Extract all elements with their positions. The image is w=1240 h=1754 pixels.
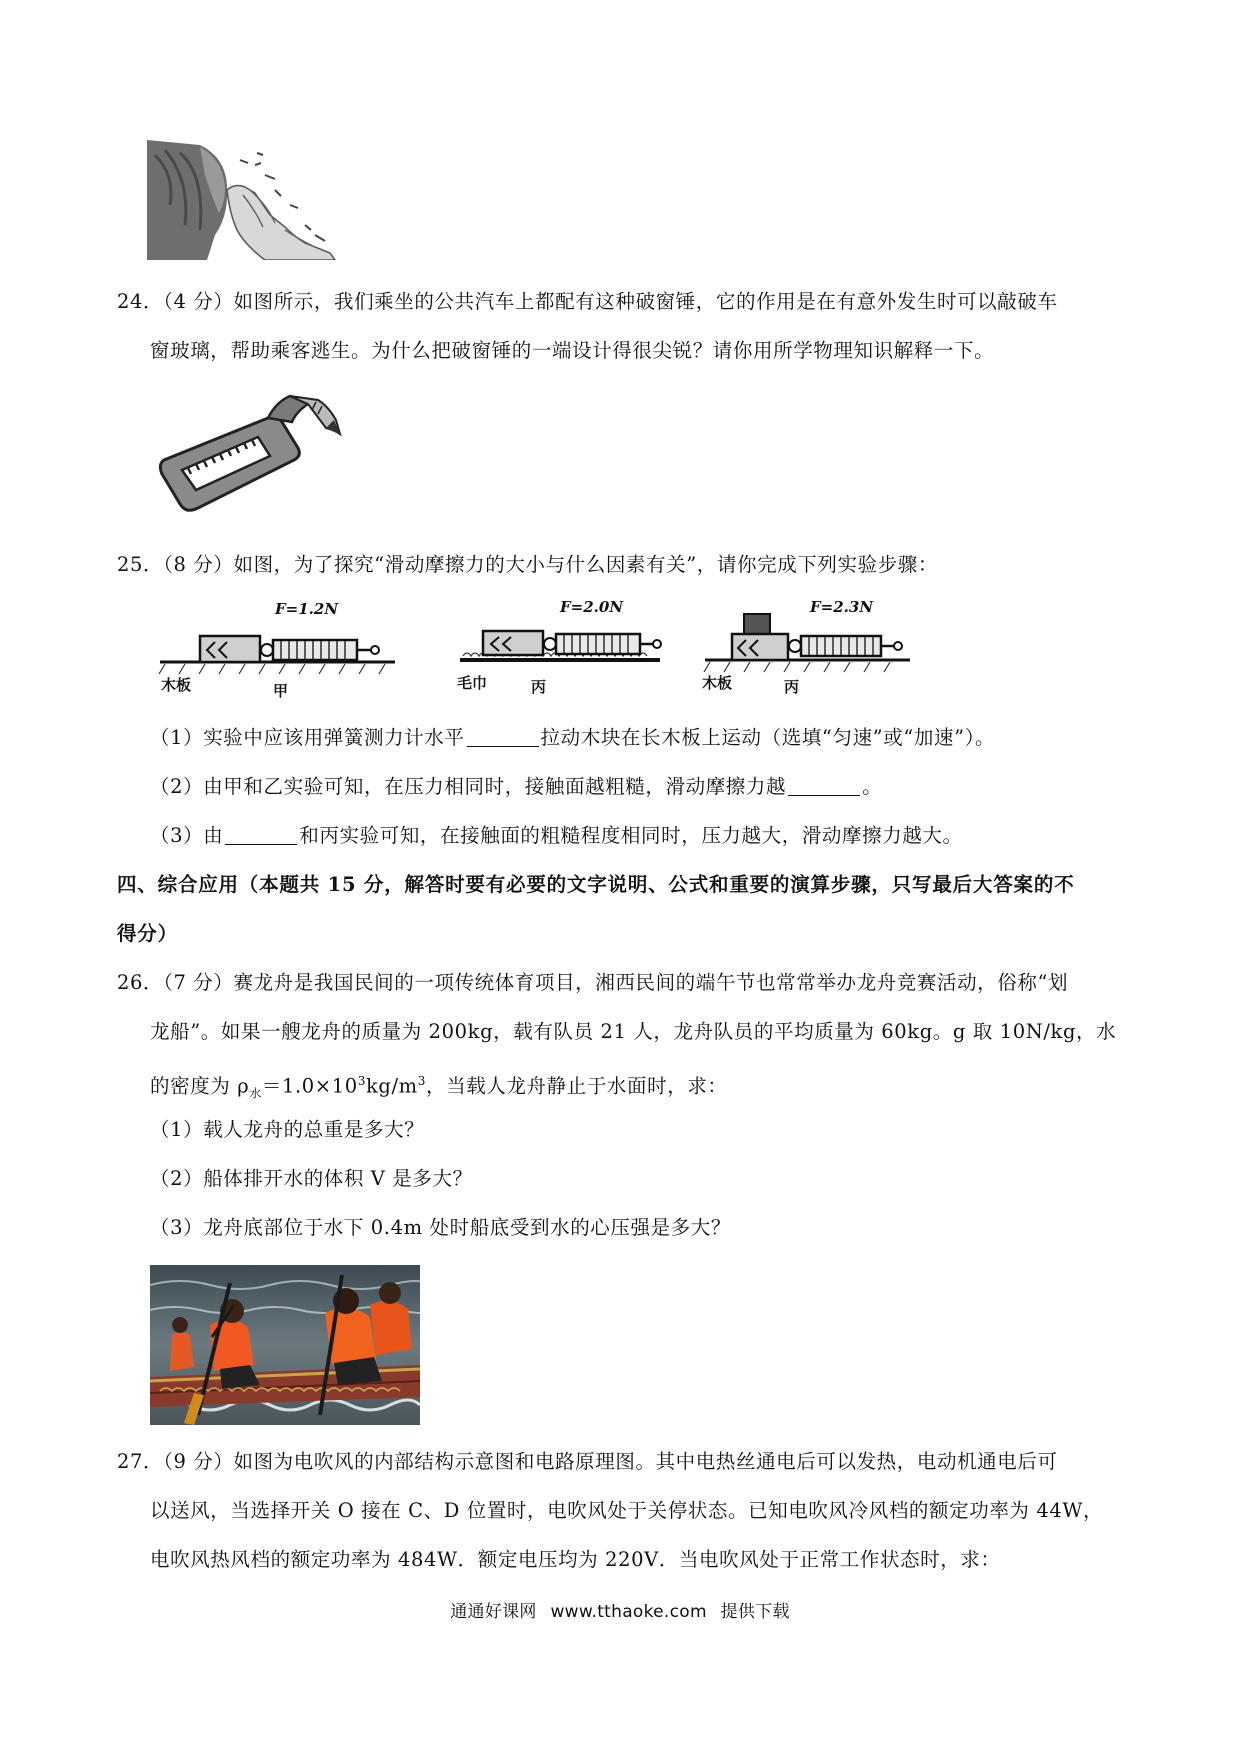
q25-step2-text-after: 。 xyxy=(862,775,883,798)
force-label-yi: F=2.0N xyxy=(560,598,624,616)
q25-step2-text-before: （2）由甲和乙实验可知，在压力相同时，接触面越粗糙，滑动摩擦力越 xyxy=(150,775,787,798)
experiment-figure-jia xyxy=(155,600,405,700)
surface-label-jia: 木板 xyxy=(161,676,192,694)
section4-heading-line1: 四、综合应用（本题共 15 分，解答时要有必要的文字说明、公式和重要的演算步骤，只写最后大答案的不 xyxy=(117,873,1075,896)
q26-line3 xyxy=(150,1067,728,1107)
q24-line1: 24．（4 分）如图所示，我们乘坐的公共汽车上都配有这种破窗锤，它的作用是在有意外发生时可以敲破车 xyxy=(117,290,1058,313)
figure-name-yi: 丙 xyxy=(531,678,547,696)
q26-density-exponent: 3 xyxy=(357,1074,366,1088)
experiment-figure-bing xyxy=(700,598,930,698)
q25-step2-blank[interactable] xyxy=(788,775,860,796)
dragon-boat-photo xyxy=(150,1265,420,1425)
q26-part3: （3）龙舟底部位于水下 0.4m 处时船底受到水的心压强是多大？ xyxy=(150,1216,732,1239)
page-footer xyxy=(0,1597,1240,1622)
force-label-jia: F=1.2N xyxy=(275,600,339,618)
q27-line2: 以送风，当选择开关 O 接在 C、D 位置时，电吹风处于关停状态。已知电吹风冷风档的额定功率为 44W， xyxy=(150,1499,1104,1522)
q25-step3-blank[interactable] xyxy=(225,824,297,845)
q25-step3-text-before: （3）由 xyxy=(150,824,224,847)
figure-name-jia: 甲 xyxy=(273,682,289,700)
q27-line3: 电吹风热风档的额定功率为 484W．额定电压均为 220V．当电吹风处于正常工作状态时，求： xyxy=(150,1548,1001,1571)
q25-step1 xyxy=(150,724,995,752)
surface-label-yi: 毛巾 xyxy=(457,674,488,692)
surface-label-bing: 木板 xyxy=(702,674,733,692)
q26-density-value: ＝1.0×10 xyxy=(261,1074,358,1098)
section4-heading-line2: 得分） xyxy=(117,922,178,945)
q26-line3-suffix: ，当载人龙舟静止于水面时，求： xyxy=(426,1074,728,1098)
safety-hammer-image xyxy=(158,390,348,520)
q26-line1: 26．（7 分）赛龙舟是我国民间的一项传统体育项目，湘西民间的端午节也常常举办龙舟竞赛活动，俗称“划 xyxy=(117,971,1069,994)
q25-step3-text-after: 和丙实验可知，在接触面的粗糙程度相同时，压力越大，滑动摩擦力越大。 xyxy=(299,824,963,847)
q26-part1: （1）载人龙舟的总重是多大？ xyxy=(150,1118,425,1141)
q26-line2: 龙船”。如果一艘龙舟的质量为 200kg，载有队员 21 人，龙舟队员的平均质量为 60kg。g 取 10N/kg，水 xyxy=(150,1020,1117,1043)
q25-step3 xyxy=(150,822,963,850)
q26-density-unit-exponent: 3 xyxy=(417,1074,427,1088)
q27-line1: 27．（9 分）如图为电吹风的内部结构示意图和电路原理图。其中电热丝通电后可以发热，电动机通电后可 xyxy=(117,1450,1058,1473)
experiment-figure-yi xyxy=(455,598,705,698)
q26-part2: （2）船体排开水的体积 V 是多大？ xyxy=(150,1167,473,1190)
q26-density-subscript: 水 xyxy=(249,1086,262,1101)
q25-step2 xyxy=(150,773,882,801)
footer-url-link[interactable]: www.tthaoke.com xyxy=(550,1602,707,1622)
q26-density-unit: kg/m xyxy=(366,1074,418,1098)
force-label-bing: F=2.3N xyxy=(810,598,874,616)
q26-density-prefix: 的密度为 ρ xyxy=(150,1074,250,1098)
q25-step1-blank[interactable] xyxy=(467,726,539,747)
elbow-breaking-glass-image xyxy=(145,135,345,260)
q25-step1-text-before: （1）实验中应该用弹簧测力计水平 xyxy=(150,726,465,749)
figure-name-bing: 丙 xyxy=(784,678,800,696)
q25-step1-text-after: 拉动木块在长木板上运动（选填“匀速”或“加速”）。 xyxy=(540,726,996,749)
q25-stem: 25．（8 分）如图，为了探究“滑动摩擦力的大小与什么因素有关”，请你完成下列实验步骤： xyxy=(117,553,939,576)
footer-site-name: 通通好课网 xyxy=(450,1602,537,1622)
footer-note: 提供下载 xyxy=(720,1602,790,1622)
q24-line2: 窗玻璃，帮助乘客逃生。为什么把破窗锤的一端设计得很尖锐？请你用所学物理知识解释一下。 xyxy=(150,339,995,362)
